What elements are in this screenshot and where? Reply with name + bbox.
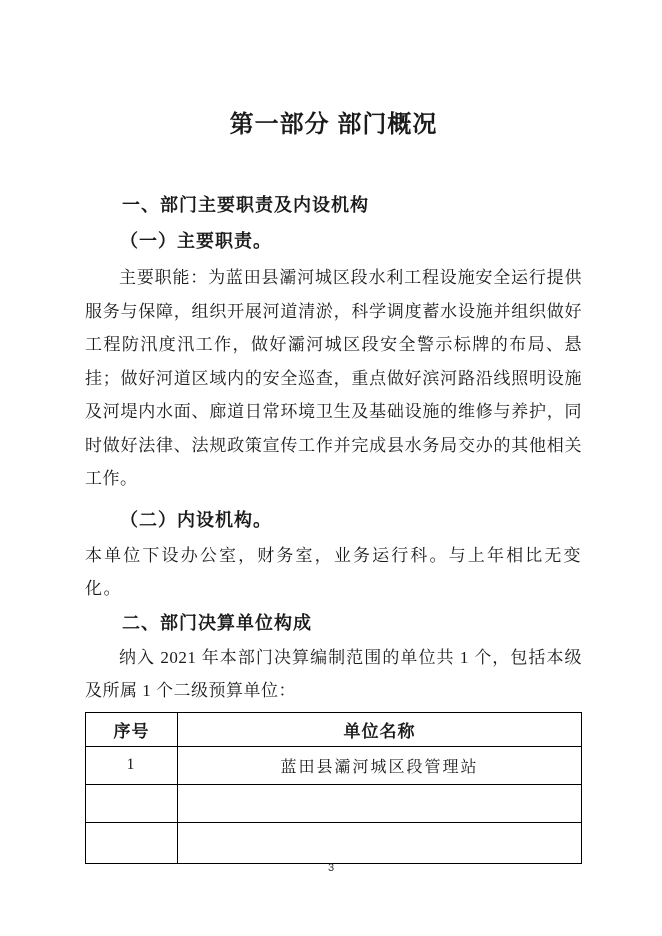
- subheading-main-duties: （一）主要职责。: [120, 231, 272, 251]
- cell-unit-name-2: [178, 784, 582, 822]
- table-row: [86, 746, 582, 784]
- table-header-serial-number: 序号: [86, 712, 178, 746]
- cell-unit-name-1: 蓝田县灞河城区段管理站: [178, 746, 582, 784]
- cell-serial-2: [86, 784, 178, 822]
- document-title: 第一部分 部门概况: [229, 111, 438, 138]
- cell-unit-name-3: [178, 822, 582, 863]
- table-row: [86, 784, 582, 822]
- cell-serial-3: [86, 822, 178, 863]
- cell-serial-1: 1: [86, 746, 178, 784]
- table-row: [86, 822, 582, 863]
- paragraph-unit-scope: 纳入 2021 年本部门决算编制范围的单位共 1 个，包括本级及所属 1 个二级预算单位：: [85, 647, 582, 700]
- document-content: [85, 108, 582, 864]
- section-heading-duties-and-org: 一、部门主要职责及内设机构: [122, 195, 369, 215]
- section-heading-unit-composition: 二、部门决算单位构成: [122, 612, 312, 633]
- paragraph-main-duties: 主要职能：为蓝田县灞河城区段水利工程设施安全运行提供服务与保障，组织开展河道清淤，科学调度蓄水设施并组织做好工程防汛度汛工作，做好灞河城区段安全警示标牌的布局、悬挂；做好河道区域内的安全巡查，重点做好滨河路沿线照明设施及河堤内水面、廊道日常环境卫生及基础设施的维修与养护，同时做好法律、法规政策宣传工作并完成县水务局交办的其他相关工作。: [85, 268, 582, 488]
- unit-table: [85, 712, 582, 864]
- table-header-unit-name: 单位名称: [178, 712, 582, 746]
- subheading-internal-org: （二）内设机构。: [120, 509, 272, 530]
- table-header-row: [86, 712, 582, 746]
- page-number: 3: [327, 862, 335, 874]
- paragraph-internal-org: 本单位下设办公室，财务室，业务运行科。与上年相比无变化。: [85, 545, 582, 598]
